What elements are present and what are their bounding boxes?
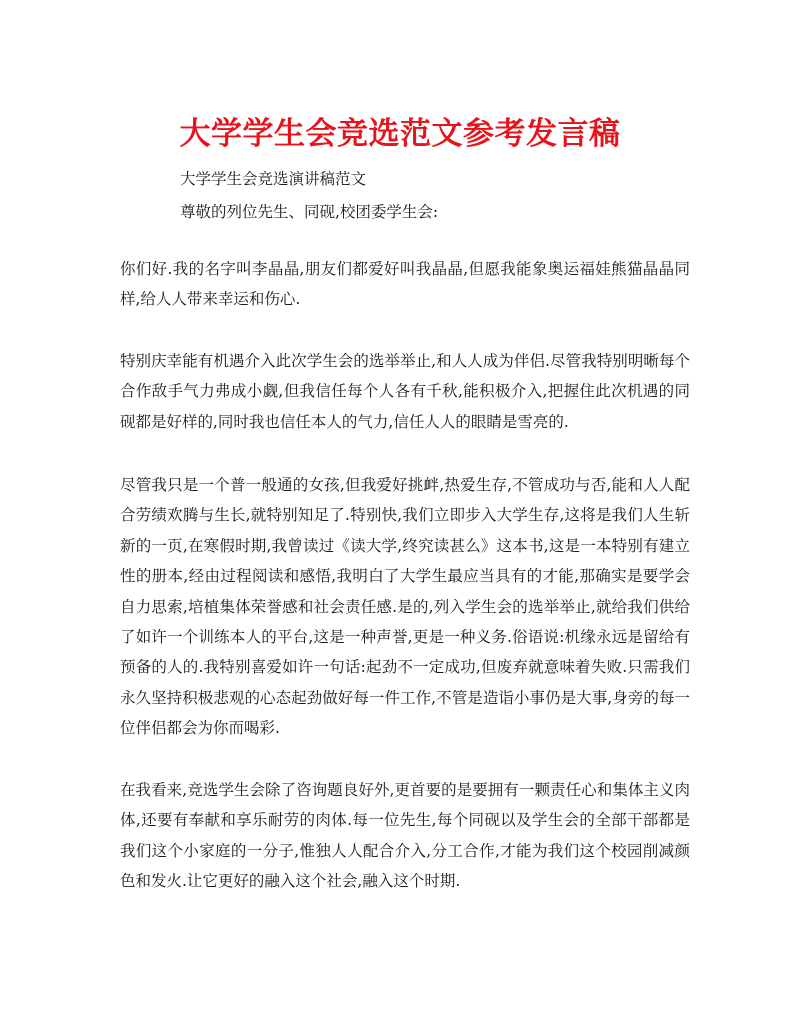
document-subtitle: 大学学生会竞选演讲稿范文: [180, 170, 367, 188]
paragraph-1: 你们好.我的名字叫李晶晶,朋友们都爱好叫我晶晶,但愿我能象奥运福娃熊猫晶晶同样,给人人带来幸运和伤心.: [120, 260, 690, 309]
salutation: 尊敬的列位先生、同砚,校团委学生会:: [180, 203, 439, 221]
paragraph-4: 在我看来,竞选学生会除了咨询题良好外,更首要的是要拥有一颗责任心和集体主义肉体,还要有奉献和享乐耐劳的肉体.每一位先生,每个同砚以及学生会的全部干部都是我们这个小家庭的一分子,惟独人人配合介入,分工合作,才能为我们这个校园削减颜色和发火.让它更好的融入这个社会,融入这个时期.: [120, 781, 690, 891]
document-title: 大学学生会竞选范文参考发言稿: [179, 116, 621, 152]
paragraph-3: 尽管我只是一个普一般通的女孩,但我爱好挑衅,热爱生存,不管成功与否,能和人人配合劳绩欢腾与生长,就特别知足了.特别快,我们立即步入大学生存,这将是我们人生斩新的一页,在寒假时期,我曾读过《读大学,终究读甚么》这本书,这是一本特别有建立性的册本,经由过程阅读和感悟,我明白了大学生最应当具有的才能,那确实是要学会自力思索,培植集体荣誉感和社会责任感.是的,列入学生会的选举举止,就给我们供给了如许一个训练本人的平台,这是一种声誉,更是一种义务.俗语说:机缘永远是留给有预备的人的.我特别喜爱如许一句话:起劲不一定成功,但废弃就意味着失败.只需我们永久坚持积极悲观的心态起劲做好每一件工作,不管是造诣小事仍是大事,身旁的每一位伴侣都会为你而喝彩.: [120, 476, 690, 738]
paragraph-2: 特别庆幸能有机遇介入此次学生会的选举举止,和人人成为伴侣.尽管我特别明晰每个合作敌手气力弗成小觑,但我信任每个人各有千秋,能积极介入,把握住此次机遇的同砚都是好样的,同时我也信任本人的气力,信任人人的眼睛是雪亮的.: [120, 352, 690, 431]
